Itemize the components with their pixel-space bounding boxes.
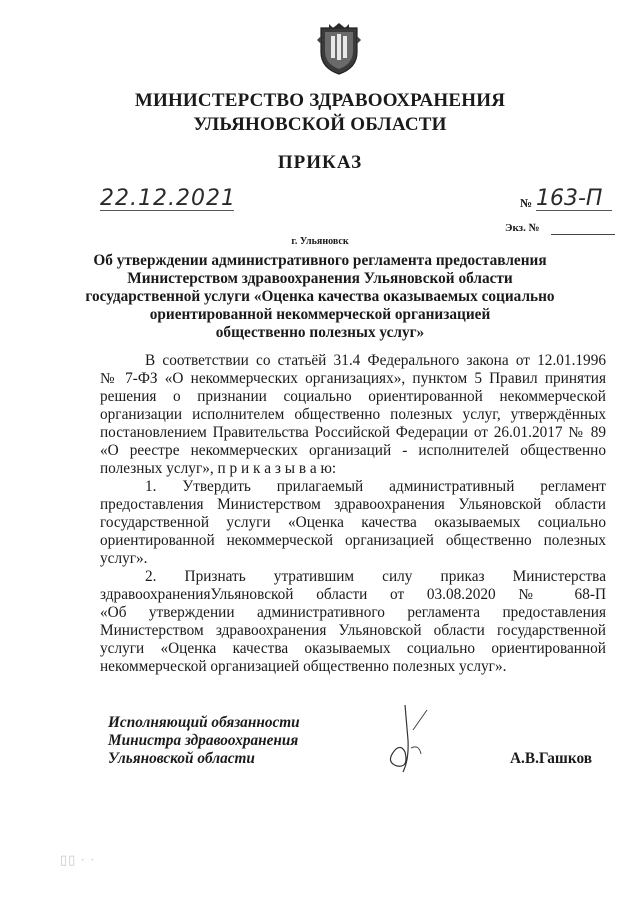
- signatory-position-line2: Министра здравоохранения: [108, 732, 299, 749]
- body-line: предоставления Министерством здравоохранения Ульяновской области: [100, 496, 606, 513]
- organization-name-line2: УЛЬЯНОВСКОЙ ОБЛАСТИ: [193, 114, 447, 135]
- copy-number-label: Экз. №: [505, 222, 540, 234]
- signer-name: А.В.Гашков: [510, 750, 592, 767]
- signatory-position-line3: Ульяновской области: [108, 750, 255, 767]
- body-line: 1. Утвердить прилагаемый административный регламент: [145, 478, 606, 495]
- copy-number-blank: [551, 234, 615, 235]
- body-line: государственной услуги «Оценка качества оказываемых социально: [100, 514, 606, 531]
- body-line: В соответствии со статьёй 31.4 Федерального закона от 12.01.1996: [145, 352, 606, 369]
- number-label: №: [520, 196, 533, 210]
- body-line: организации исполнителем общественно полезных услуг, утверждённых: [100, 406, 606, 423]
- organization-name-line1: МИНИСТЕРСТВО ЗДРАВООХРАНЕНИЯ: [134, 90, 506, 111]
- signatory-position-line1: Исполняющий обязанности: [108, 714, 300, 731]
- title-line: государственной услуги «Оценка качества оказываемых социально: [85, 288, 555, 305]
- title-line: Об утверждении административного регламента предоставления: [93, 252, 547, 269]
- body-line: 2. Признать утратившим силу приказ Министерства: [145, 568, 606, 585]
- body-line: некоммерческой организацией общественно полезных услуг».: [100, 658, 507, 675]
- faint-page-mark: ▯▯ · ·: [60, 852, 96, 867]
- body-line: «О реестре некоммерческих организаций - исполнителей общественно: [100, 442, 606, 459]
- title-line: Министерством здравоохранения Ульяновской области: [127, 270, 513, 287]
- handwritten-signature-icon: [375, 700, 445, 780]
- document-number: 163-П: [536, 188, 612, 211]
- body-line: ориентированной некоммерческой организацией общественно полезных: [100, 532, 606, 549]
- body-line: полезных услуг», п р и к а з ы в а ю:: [100, 460, 337, 477]
- document-type: ПРИКАЗ: [277, 152, 363, 173]
- body-line: услуг».: [100, 550, 148, 567]
- body-line: постановлением Правительства Российской Федерации от 26.01.2017 № 89: [100, 424, 606, 441]
- title-line: ориентированной некоммерческой организацией: [149, 306, 491, 323]
- body-line: Министерством здравоохранения Ульяновской области государственной: [100, 622, 606, 639]
- document-date: 22.12.2021: [100, 186, 236, 211]
- body-line: «Об утверждении административного регламента предоставления: [100, 604, 606, 621]
- body-line: здравоохраненияУльяновской области от 03.08.2020 № 68-П: [100, 586, 606, 603]
- body-line: услуги «Оценка качества оказываемых социально ориентированной: [100, 640, 606, 657]
- city: г. Ульяновск: [291, 236, 349, 247]
- body-line: № 7-ФЗ «О некоммерческих организациях», пунктом 5 Правил принятия: [100, 370, 606, 387]
- body-line: решения о признании социально ориентированной некоммерческой: [100, 388, 606, 405]
- title-line: общественно полезных услуг»: [215, 324, 425, 341]
- coat-of-arms-icon: [317, 22, 361, 76]
